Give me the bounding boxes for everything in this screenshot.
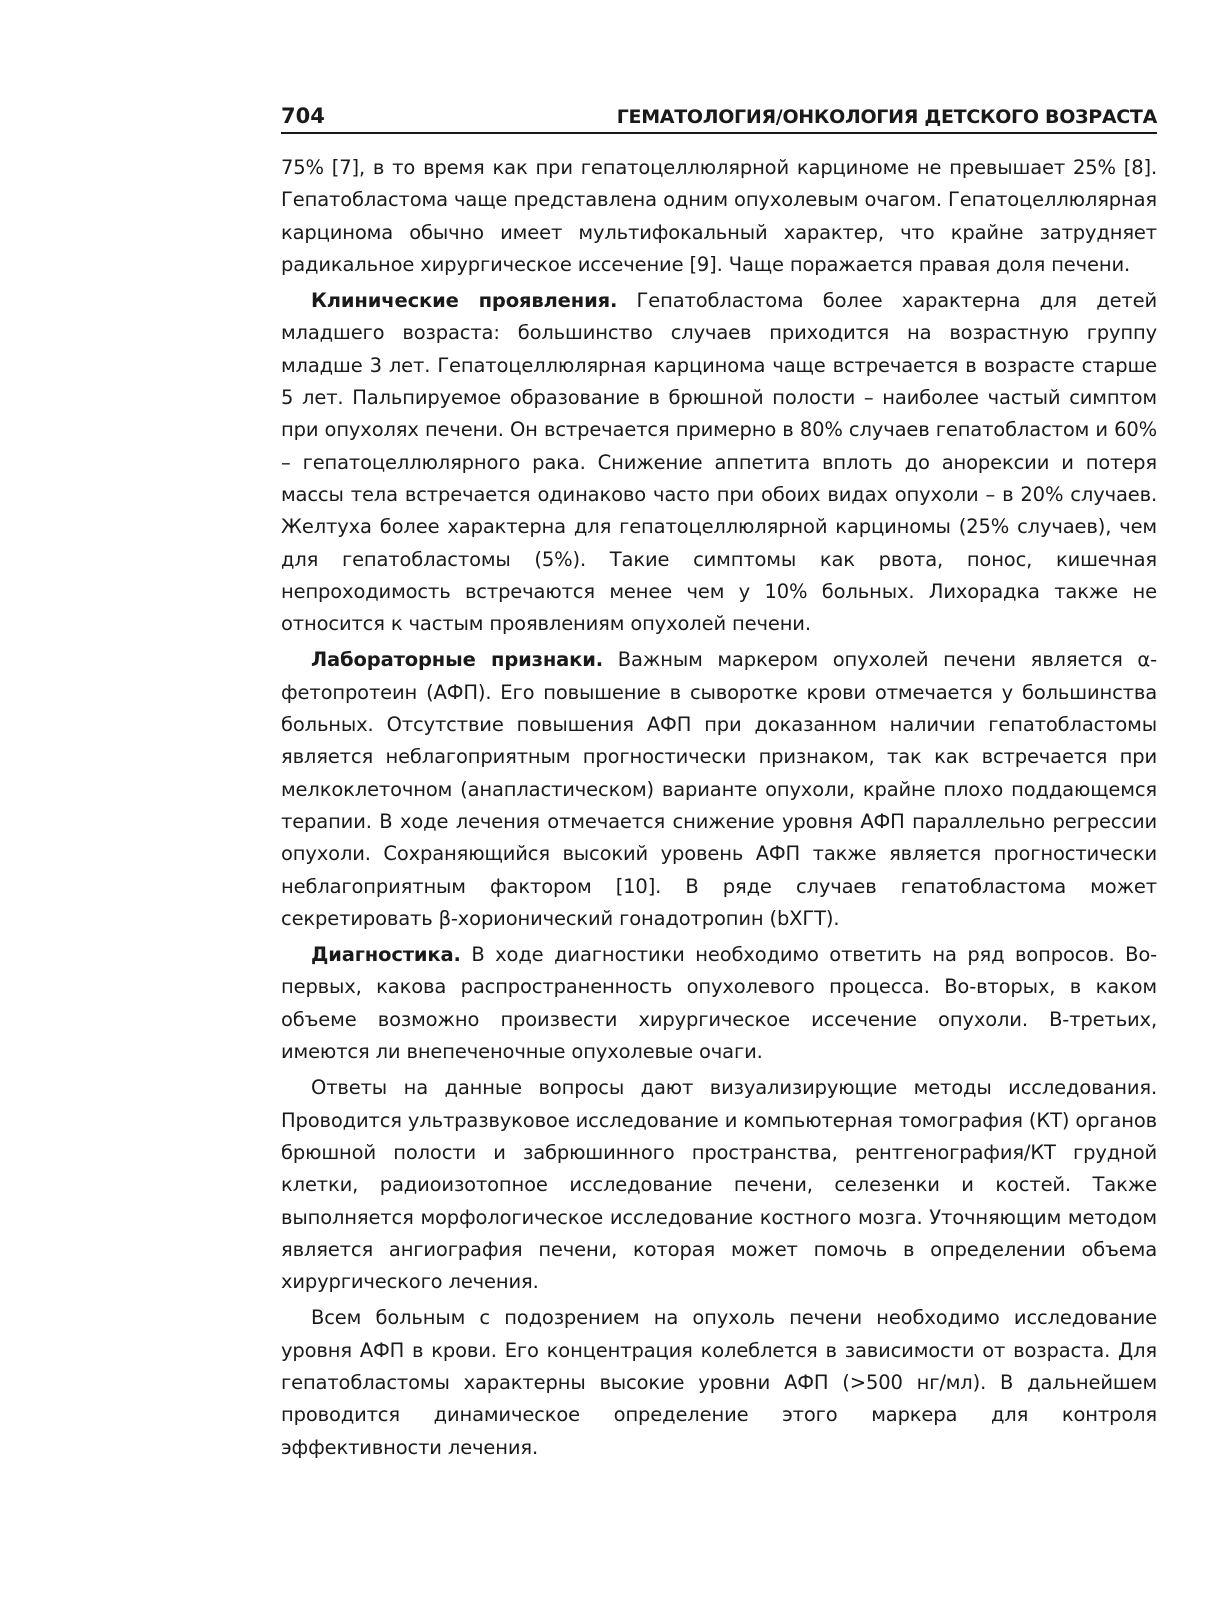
paragraph-text: Ответы на данные вопросы дают визуализирующие методы исследования. Проводится ультразвуковое исследование и компьютерная томография (КТ) органов брюшной полости и забрюшинного пространства, рентгенография/КТ грудной клетки, радиоизотопное исследование печени, селезенки и костей. Также выполняется морфологическое исследование костного мозга. Уточняющим методом является ангиография печени, которая может помочь в определении объема хирургического лечения. bbox=[281, 1076, 1157, 1294]
paragraph-continuation bbox=[281, 152, 1157, 281]
running-title: ГЕМАТОЛОГИЯ/ОНКОЛОГИЯ ДЕТСКОГО ВОЗРАСТА bbox=[616, 106, 1157, 128]
book-page bbox=[281, 100, 1157, 1468]
paragraph-text: В ходе диагностики необходимо ответить на ряд вопросов. Во-первых, какова распространенность опухолевого процесса. Во-вторых, в каком объеме возможно произвести хирургическое иссечение опухоли. В-третьих, имеются ли внепеченочные опухолевые очаги. bbox=[281, 943, 1157, 1064]
paragraph-afp bbox=[281, 1302, 1157, 1463]
section-heading-clinical: Клинические проявления. bbox=[311, 289, 618, 313]
section-heading-diagnostics: Диагностика. bbox=[311, 943, 461, 967]
paragraph-diagnostics bbox=[281, 939, 1157, 1068]
section-heading-laboratory: Лабораторные признаки. bbox=[311, 648, 604, 672]
paragraph-text: Гепатобластома более характерна для детей младшего возраста: большинство случаев приходится на возрастную группу младше 3 лет. Гепатоцеллюлярная карцинома чаще встречается в возрасте старше 5 лет. Пальпируемое образование в брюшной полости – наиболее частый симптом при опухолях печени. Он встречается примерно в 80% случаев гепатобластом и 60% – гепатоцеллюлярного рака. Снижение аппетита вплоть до анорексии и потеря массы тела встречается одинаково часто при обоих видах опухоли – в 20% случаев. Желтуха более характерна для гепатоцеллюлярной карциномы (25% случаев), чем для гепатобластомы (5%). Такие симптомы как рвота, понос, кишечная непроходимость встречаются менее чем у 10% больных. Лихорадка также не относится к частым проявлениям опухолей печени. bbox=[281, 289, 1157, 636]
paragraph-text: Важным маркером опухолей печени является α-фетопротеин (АФП). Его повышение в сыворотке крови отмечается у большинства больных. Отсутствие повышения АФП при доказанном наличии гепатобластомы является неблагоприятным прогностически признаком, так как встречается при мелкоклеточном (анапластическом) варианте опухоли, крайне плохо поддающемся терапии. В ходе лечения отмечается снижение уровня АФП параллельно регрессии опухоли. Сохраняющийся высокий уровень АФП также является прогностически неблагоприятным фактором [10]. В ряде случаев гепатобластома может секретировать β-хорионический гонадотропин (bХГТ). bbox=[281, 648, 1157, 930]
paragraph-laboratory bbox=[281, 644, 1157, 935]
paragraph-text: Всем больным с подозрением на опухоль печени необходимо исследование уровня АФП в крови. Его концентрация колеблется в зависимости от возраста. Для гепатобластомы характерны высокие уровни АФП (>500 нг/мл). В дальнейшем проводится динамическое определение этого маркера для контроля эффективности лечения. bbox=[281, 1306, 1157, 1459]
paragraph-clinical bbox=[281, 285, 1157, 640]
paragraph-text: 75% [7], в то время как при гепатоцеллюлярной карциноме не превышает 25% [8]. Гепатобластома чаще представлена одним опухолевым очагом. Гепатоцеллюлярная карцинома обычно имеет мультифокальный характер, что крайне затрудняет радикальное хирургическое иссечение [9]. Чаще поражается правая доля печени. bbox=[281, 156, 1157, 276]
paragraph-imaging bbox=[281, 1072, 1157, 1298]
page-number: 704 bbox=[281, 104, 325, 128]
running-header bbox=[281, 100, 1157, 134]
body-text bbox=[281, 152, 1157, 1464]
